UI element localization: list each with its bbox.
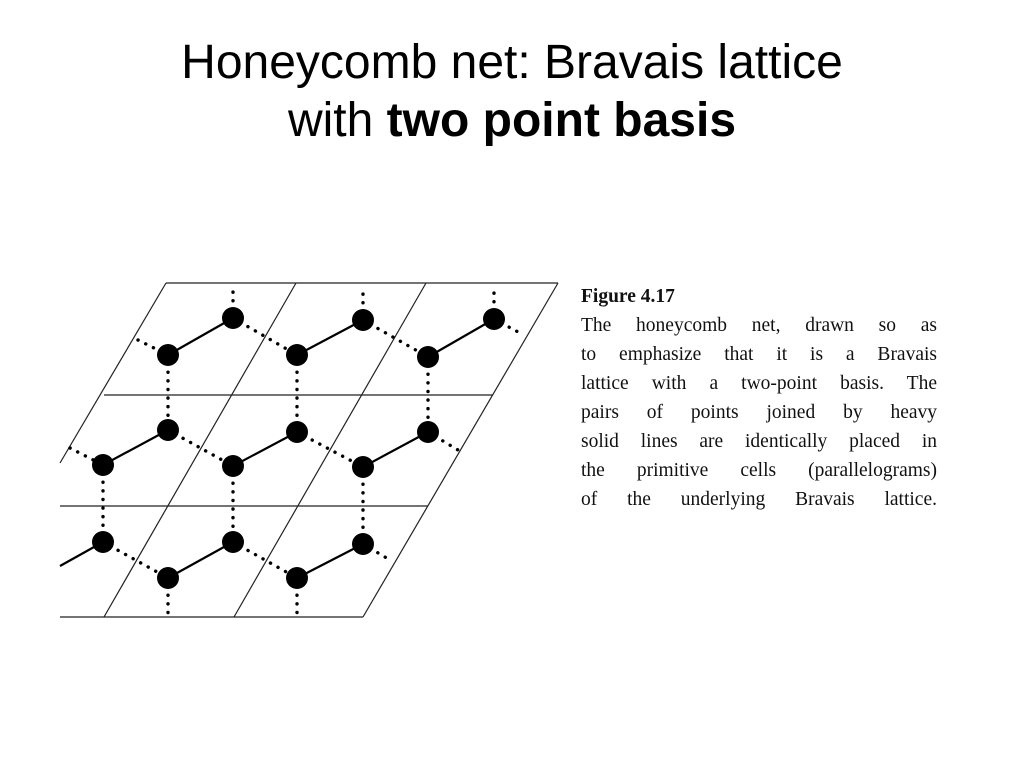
caption-line-6: the primitive cells (parallelograms)	[581, 460, 937, 481]
lattice-point	[157, 567, 179, 589]
lattice-point	[157, 344, 179, 366]
caption-line-3: lattice with a two-point basis. The	[581, 373, 937, 394]
honeycomb-lattice-diagram	[0, 0, 580, 640]
dotted-bonds	[70, 286, 520, 615]
caption-line-1: The honeycomb net, drawn so as	[581, 315, 937, 336]
title-line-1: Honeycomb net: Bravais lattice	[181, 36, 843, 89]
lattice-point	[352, 309, 374, 331]
lattice-point	[286, 421, 308, 443]
title-line-2-bold: two point basis	[386, 94, 737, 147]
grid-line	[363, 283, 558, 617]
solid-bond	[297, 544, 363, 578]
lattice-point	[222, 531, 244, 553]
lattice-point	[92, 531, 114, 553]
lattice-point	[417, 421, 439, 443]
caption-line-4: pairs of points joined by heavy	[581, 402, 937, 423]
caption-line-7: of the underlying Bravais lattice.	[581, 489, 937, 510]
solid-bond	[428, 319, 494, 357]
solid-bond	[297, 320, 363, 355]
dotted-bond	[233, 542, 297, 578]
solid-bond	[103, 430, 168, 465]
lattice-point	[157, 419, 179, 441]
dotted-bond	[363, 320, 428, 357]
lattice-point	[417, 346, 439, 368]
solid-bond	[168, 542, 233, 578]
lattice-point	[286, 567, 308, 589]
dotted-bond	[103, 542, 168, 578]
solid-bond	[363, 432, 428, 467]
lattice-point	[92, 454, 114, 476]
lattice-point	[483, 308, 505, 330]
caption-line-5: solid lines are identically placed in	[581, 431, 937, 452]
title-line-2-prefix: with	[287, 94, 387, 147]
figure-caption	[581, 282, 937, 514]
solid-bond	[168, 318, 233, 355]
grid-line	[60, 283, 166, 463]
lattice-point	[352, 456, 374, 478]
caption-line-2: to emphasize that it is a Bravais	[581, 344, 937, 365]
lattice-point	[352, 533, 374, 555]
lattice-point	[222, 455, 244, 477]
lattice-point	[222, 307, 244, 329]
lattice-point	[286, 344, 308, 366]
figure-heading: Figure 4.17	[581, 286, 675, 307]
parallelogram-grid	[60, 283, 558, 617]
